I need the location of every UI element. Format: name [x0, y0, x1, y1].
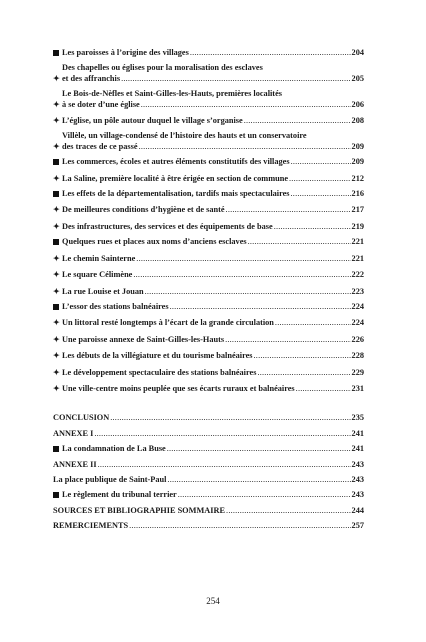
dot-leader — [291, 157, 351, 167]
dot-leader — [275, 318, 351, 328]
dot-leader — [136, 254, 350, 264]
four-point-star-icon — [53, 204, 62, 215]
toc-entry — [53, 173, 364, 184]
toc-entry-title: L’essor des stations balnéaires — [62, 301, 169, 311]
toc-entry-title: ANNEXE I — [53, 428, 94, 438]
toc-page-number: 223 — [351, 286, 364, 296]
four-point-star-icon — [53, 115, 62, 126]
dot-leader — [254, 351, 351, 361]
toc-entry — [53, 253, 364, 264]
toc-page-number: 229 — [351, 367, 364, 377]
dot-leader — [178, 490, 351, 500]
toc-entry — [53, 383, 364, 394]
toc-entry-title: La rue Louise et Jouan — [62, 286, 144, 296]
four-point-star-icon — [53, 367, 62, 378]
toc-page-number: 235 — [351, 413, 364, 423]
toc-page-number: 216 — [351, 189, 364, 199]
toc-page-number: 226 — [351, 334, 364, 344]
toc-entry-title: REMERCIEMENTS — [53, 521, 129, 531]
toc-entry-title-line: Le Bois-de-Nèfles et Saint-Gilles-les-Hauts, premières localités — [62, 89, 282, 99]
toc-page-number: 231 — [351, 383, 364, 393]
four-point-star-icon — [53, 141, 62, 152]
four-point-star-icon — [53, 173, 62, 184]
toc-entry-title: Les effets de la départementalisation, tardifs mais spectaculaires — [62, 189, 290, 199]
toc-entry — [53, 48, 364, 58]
toc-entry-title: L’église, un pôle autour duquel le village s’organise — [62, 116, 243, 126]
toc-entry — [53, 444, 364, 454]
toc-page-number: 221 — [351, 253, 364, 263]
toc-entry-title: Des infrastructures, des services et des équipements de base — [62, 221, 273, 231]
toc-page-number: 209 — [351, 157, 364, 167]
toc-entry-title: Les paroisses à l’origine des villages — [62, 48, 189, 57]
toc-entry-title: Quelques rues et places aux noms d’anciens esclaves — [62, 237, 247, 247]
toc-section-back-matter — [53, 413, 364, 531]
toc-entry-title: Les commerces, écoles et autres éléments constitutifs des villages — [62, 157, 290, 167]
table-of-contents — [53, 48, 364, 537]
dot-leader — [141, 100, 351, 110]
toc-page-number: 206 — [351, 99, 364, 109]
four-point-star-icon — [53, 269, 62, 280]
dot-leader — [274, 222, 351, 232]
square-bullet-icon — [53, 237, 62, 247]
toc-entry — [53, 317, 364, 328]
toc-entry-title: Le chemin Sainterne — [62, 253, 136, 263]
toc-entry — [53, 63, 364, 84]
dot-leader — [167, 475, 350, 485]
toc-entry-title: Un littoral resté longtemps à l’écart de la grande circulation — [62, 318, 274, 328]
toc-entry-title: La place publique de Saint-Paul — [53, 474, 167, 484]
section-gap — [53, 399, 364, 413]
toc-entry-title: Le règlement du tribunal terrier — [62, 490, 177, 500]
toc-entry-title: Le square Célimène — [62, 270, 133, 280]
toc-entry-title: Les débuts de la villégiature et du tourisme balnéaires — [62, 351, 253, 361]
toc-entry — [53, 157, 364, 167]
toc-entry — [53, 490, 364, 500]
toc-entry-title: et des affranchis — [62, 73, 121, 83]
toc-page-number: 221 — [351, 237, 364, 247]
dot-leader — [170, 302, 351, 312]
four-point-star-icon — [53, 334, 62, 345]
toc-page-number: 204 — [351, 48, 364, 57]
dot-leader — [94, 429, 350, 439]
dot-leader — [296, 384, 351, 394]
toc-entry-title: à se doter d’une église — [62, 99, 140, 109]
toc-entry-title: La Saline, première localité à être érigée en section de commune — [62, 173, 289, 183]
toc-entry — [53, 89, 364, 110]
toc-page-number: 205 — [351, 73, 364, 83]
dot-leader — [291, 189, 351, 199]
toc-entry-title-line: Des chapelles ou églises pour la moralisation des esclaves — [62, 63, 263, 73]
toc-entry — [53, 237, 364, 247]
dot-leader — [129, 521, 350, 531]
toc-entry — [53, 334, 364, 345]
toc-section-chapter — [53, 48, 364, 394]
toc-entry — [53, 367, 364, 378]
toc-entry — [53, 131, 364, 152]
square-bullet-icon — [53, 444, 62, 454]
dot-leader — [145, 287, 351, 297]
toc-entry — [53, 350, 364, 361]
toc-entry-title: des traces de ce passé — [62, 141, 138, 151]
dot-leader — [257, 368, 350, 378]
toc-entry-title: Le développement spectaculaire des stations balnéaires — [62, 367, 257, 377]
toc-entry-title: Une paroisse annexe de Saint-Gilles-les-Hauts — [62, 334, 225, 344]
toc-entry-title: De meilleures conditions d’hygiène et de santé — [62, 205, 225, 215]
dot-leader — [133, 270, 350, 280]
toc-entry — [53, 204, 364, 215]
toc-entry-title-line: Villèle, un village-condensé de l’histoire des hauts et un conservatoire — [62, 131, 307, 141]
toc-entry — [53, 221, 364, 232]
toc-page-number: 222 — [351, 270, 364, 280]
toc-entry — [53, 189, 364, 199]
toc-entry — [53, 521, 364, 531]
toc-page-number: 241 — [351, 428, 364, 438]
toc-entry-title: ANNEXE II — [53, 459, 97, 469]
toc-page-number: 224 — [351, 318, 364, 328]
dot-leader — [190, 48, 351, 58]
toc-entry-title: La condamnation de La Buse — [62, 444, 166, 454]
toc-page-number: 208 — [351, 116, 364, 126]
toc-entry-title: SOURCES ET BIBLIOGRAPHIE SOMMAIRE — [53, 505, 226, 515]
toc-page-number: 243 — [351, 490, 364, 500]
toc-page-number: 217 — [351, 205, 364, 215]
four-point-star-icon — [53, 383, 62, 394]
toc-page-number: 243 — [351, 459, 364, 469]
toc-page-number: 257 — [351, 521, 364, 531]
toc-page-number: 219 — [351, 221, 364, 231]
toc-entry — [53, 475, 364, 485]
dot-leader — [225, 335, 350, 345]
dot-leader — [226, 506, 351, 516]
square-bullet-icon — [53, 189, 62, 199]
square-bullet-icon — [53, 157, 62, 167]
dot-leader — [226, 205, 351, 215]
four-point-star-icon — [53, 73, 62, 84]
toc-entry — [53, 269, 364, 280]
toc-entry — [53, 413, 364, 423]
dot-leader — [248, 237, 351, 247]
square-bullet-icon — [53, 48, 62, 58]
toc-entry — [53, 115, 364, 126]
four-point-star-icon — [53, 221, 62, 232]
toc-page-number: 228 — [351, 351, 364, 361]
dot-leader — [167, 444, 351, 454]
dot-leader — [244, 116, 351, 126]
toc-entry — [53, 506, 364, 516]
dot-leader — [110, 413, 350, 423]
dot-leader — [139, 142, 351, 152]
toc-page-number: 241 — [351, 444, 364, 454]
toc-entry — [53, 460, 364, 470]
toc-entry — [53, 286, 364, 297]
toc-page-number: 243 — [351, 474, 364, 484]
toc-page-number: 209 — [351, 141, 364, 151]
toc-entry-title: Une ville-centre moins peuplée que ses écarts ruraux et balnéaires — [62, 383, 295, 393]
four-point-star-icon — [53, 99, 62, 110]
toc-page-number: 244 — [351, 505, 364, 515]
four-point-star-icon — [53, 350, 62, 361]
square-bullet-icon — [53, 490, 62, 500]
four-point-star-icon — [53, 286, 62, 297]
toc-page-number: 224 — [351, 301, 364, 311]
toc-entry — [53, 429, 364, 439]
toc-page-number: 212 — [351, 173, 364, 183]
page-number: 254 — [206, 596, 220, 606]
four-point-star-icon — [53, 317, 62, 328]
toc-entry — [53, 302, 364, 312]
toc-entry-title: CONCLUSION — [53, 413, 110, 423]
four-point-star-icon — [53, 253, 62, 264]
dot-leader — [289, 174, 351, 184]
dot-leader — [98, 460, 351, 470]
dot-leader — [121, 74, 350, 84]
square-bullet-icon — [53, 302, 62, 312]
